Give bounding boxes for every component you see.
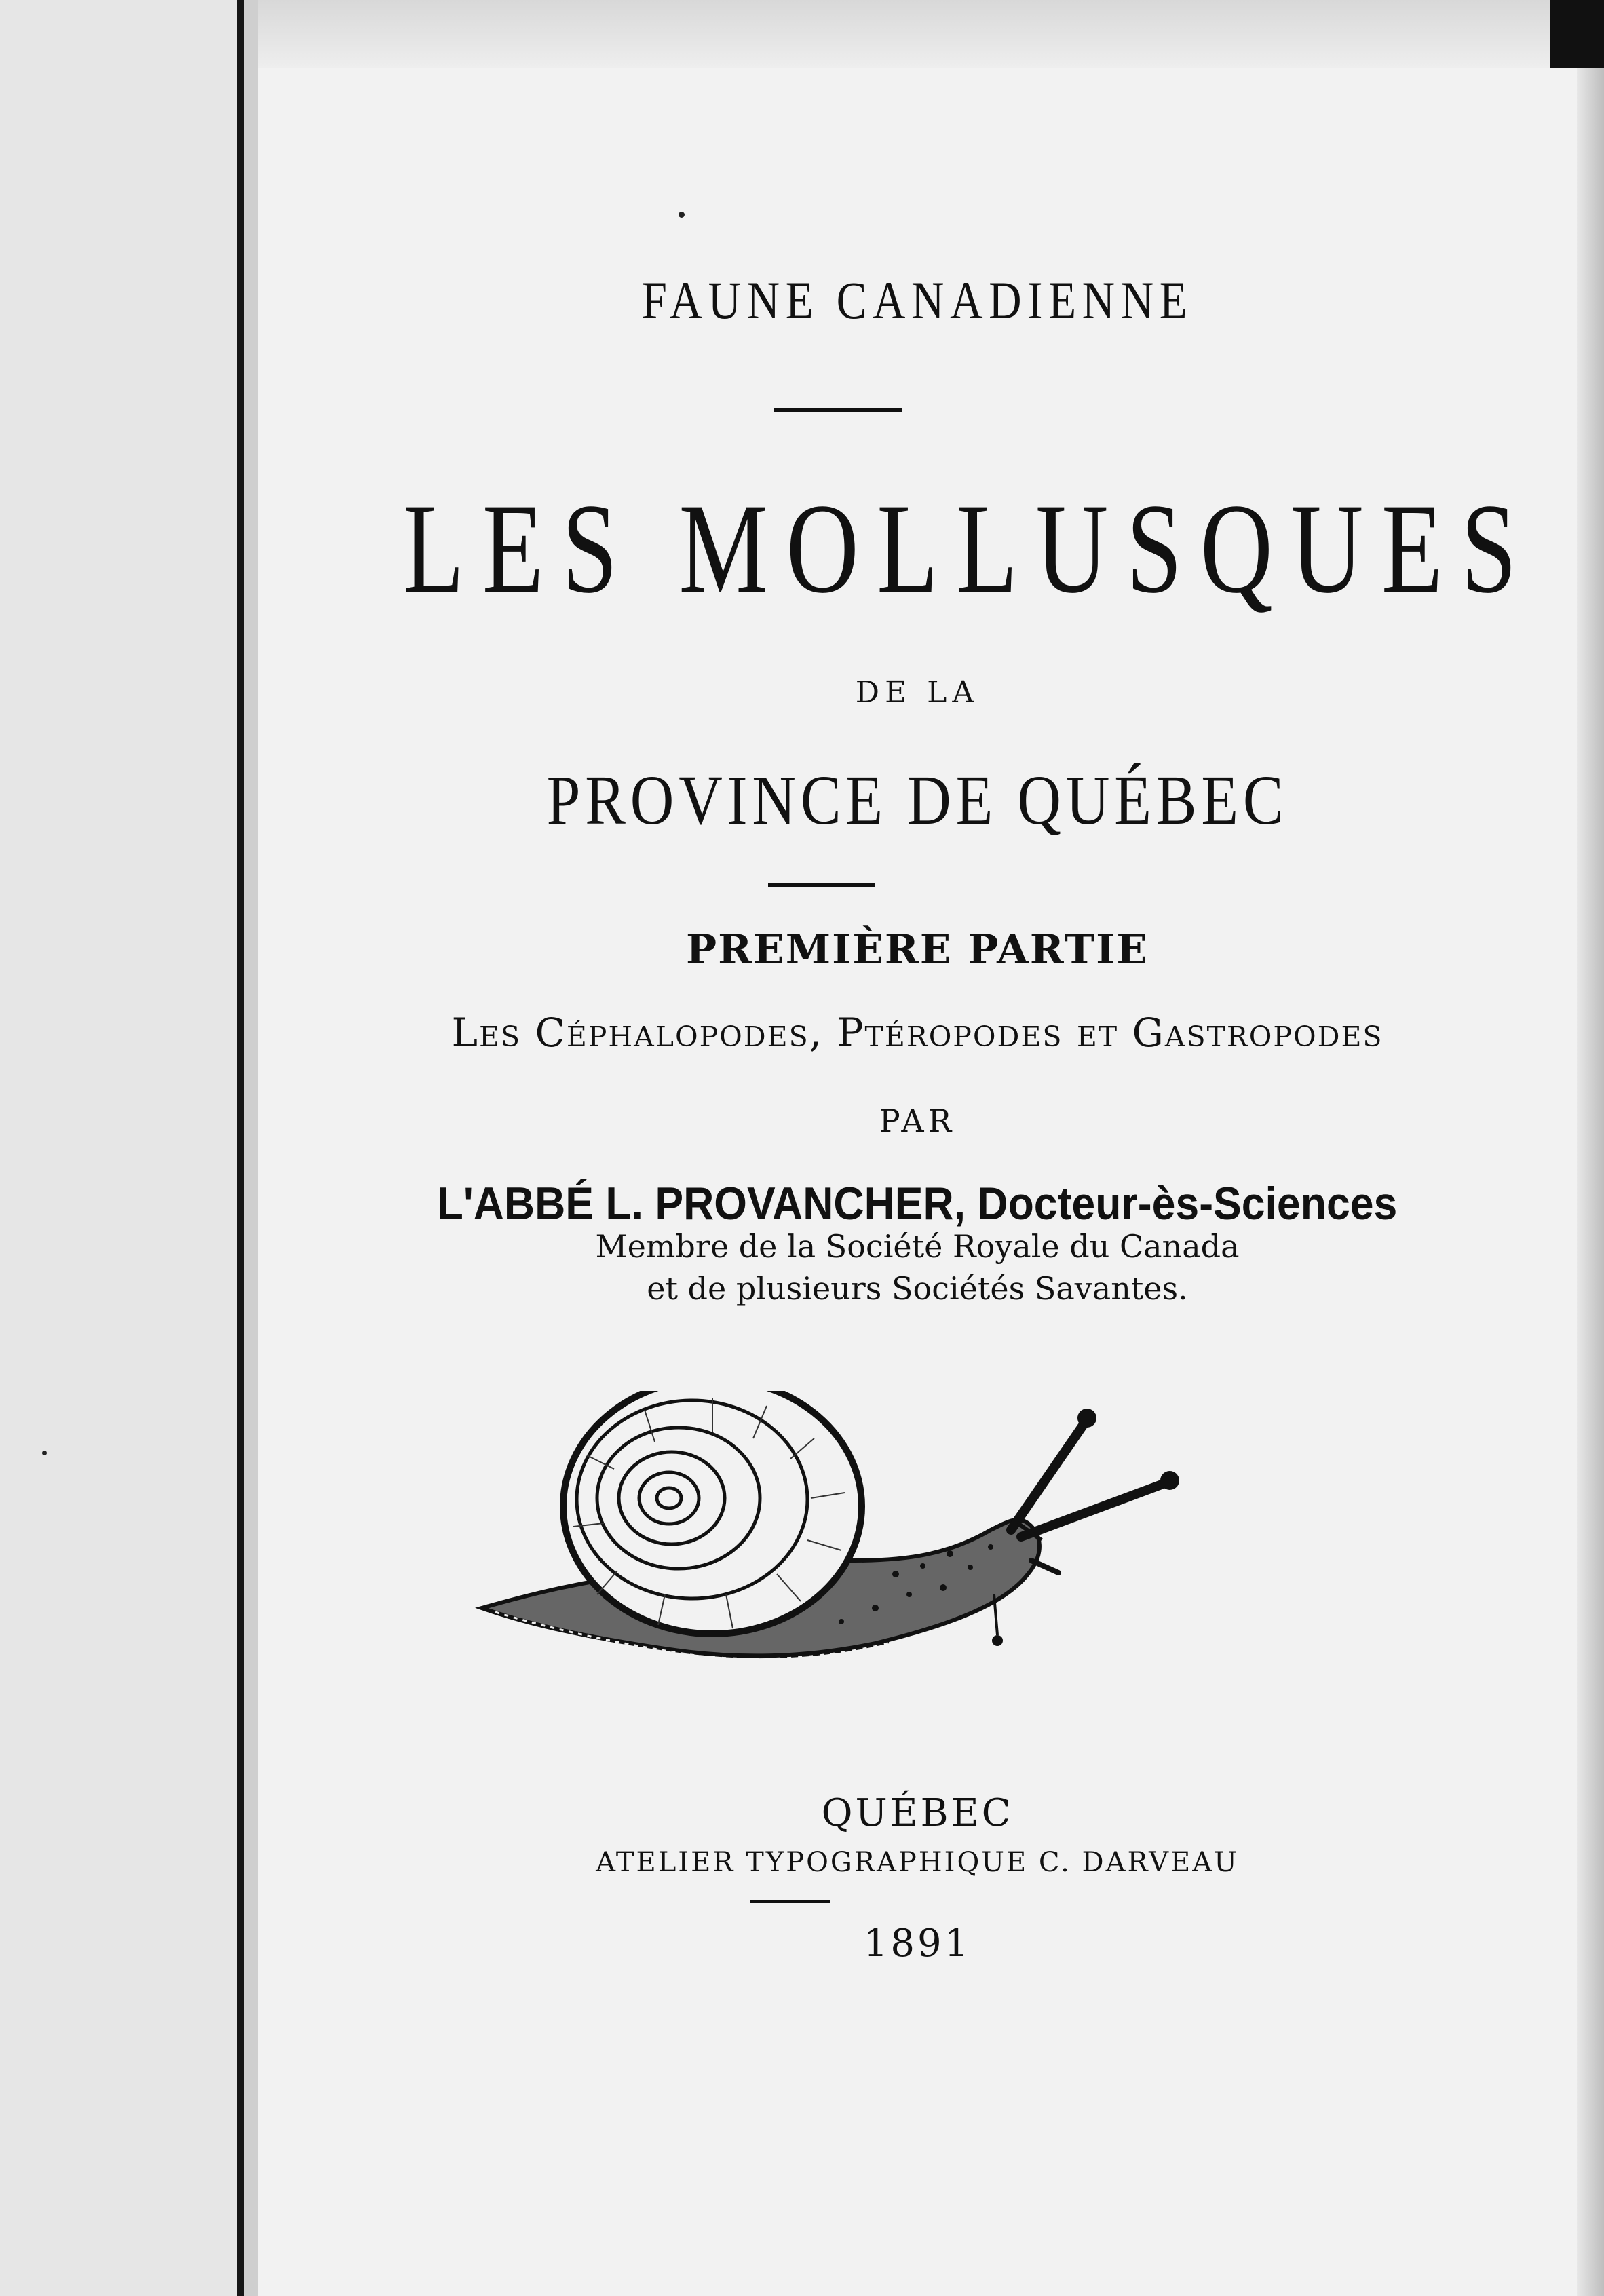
imprint-year: 1891 — [863, 1921, 972, 1966]
title-connector: DE LA — [855, 675, 980, 710]
by-label: PAR — [879, 1103, 956, 1139]
imprint-city: QUÉBEC — [821, 1791, 1014, 1835]
speck — [42, 1451, 47, 1455]
rule-2 — [768, 883, 875, 887]
part-heading: PREMIÈRE PARTIE — [686, 926, 1149, 974]
speck — [679, 212, 685, 218]
author-membership-1: Membre de la Société Royale du Canada — [595, 1228, 1240, 1265]
author-name: L'ABBÉ L. PROVANCHER, Docteur-ès-Sciences — [437, 1178, 1398, 1229]
book-gutter — [244, 0, 258, 2296]
page-edge-left — [237, 0, 244, 2296]
facing-page — [0, 0, 237, 2296]
book-title: LES MOLLUSQUES — [402, 478, 1535, 620]
series-title: FAUNE CANADIENNE — [641, 271, 1194, 330]
rule-1 — [774, 408, 902, 412]
scan-top-margin — [258, 0, 1604, 68]
author-membership-2: et de plusieurs Sociétés Savantes. — [647, 1270, 1188, 1307]
imprint-publisher: ATELIER TYPOGRAPHIQUE C. DARVEAU — [596, 1847, 1239, 1878]
page-edge-right — [1577, 68, 1604, 2296]
snail-illustration — [475, 1391, 1194, 1744]
title-province: PROVINCE DE QUÉBEC — [546, 761, 1288, 839]
rule-3 — [750, 1900, 830, 1903]
subtitle: Les Céphalopodes, Ptéropodes et Gastropodes — [451, 1010, 1383, 1056]
scan-corner-shadow — [1550, 0, 1604, 68]
